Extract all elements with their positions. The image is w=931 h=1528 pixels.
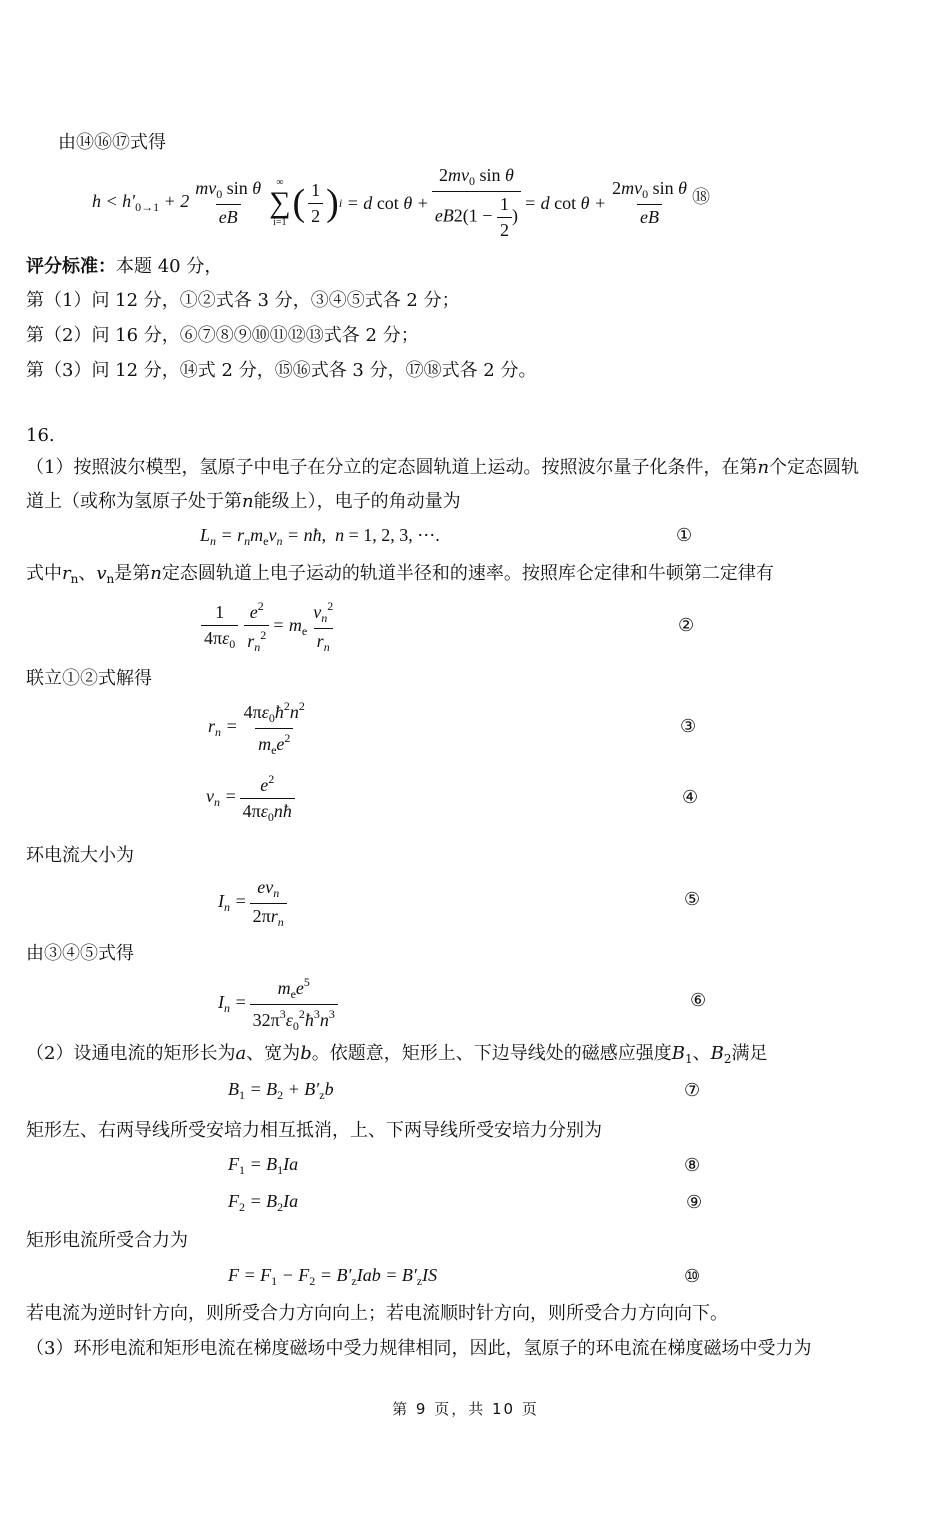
derive-line-14-16-17: 由⑭⑯⑰式得 [58, 132, 166, 153]
page-footer: 第 9 页，共 10 页 [392, 1400, 539, 1418]
equation-number-4: ④ [682, 787, 699, 808]
equation-6: $I_n$ = $\frac{m_ee^5}{32\pi^3\varepsilon_0^2ħ^3n^3}$ [218, 976, 341, 1032]
paragraph-gradient-field: （3）环形电流和矩形电流在梯度磁场中受力规律相同，因此，氢原子的环电流在梯度磁场中受力为 [26, 1338, 812, 1359]
paragraph-combine-1-2: 联立①②式解得 [26, 668, 152, 689]
equation-number-3: ③ [680, 716, 697, 737]
equation-10: $F = F_1 - F_2 = B'_zIab = B'_zIS$ [228, 1265, 438, 1288]
equation-number-7: ⑦ [684, 1080, 701, 1101]
equation-3: $r_n$ = $\frac{4\pi\varepsilon_0ħ^2n^2}{m_ee^2}$ [208, 698, 305, 757]
equation-number-2: ② [678, 615, 695, 636]
equation-2: $\frac{1}{4\pi\varepsilon_0}$ $\frac{e^2}{r_n^2}$ = $m_e$ $\frac{v_n^2}{r_n}$ [198, 598, 339, 656]
equation-number-10: ⑩ [684, 1266, 701, 1287]
equation-1: $L_n = r_nm_ev_n$ = nħ, n = 1, 2, 3, ⋯. [200, 525, 440, 548]
paragraph-rectangle-current: （2）设通电流的矩形长为a、宽为b。依题意，矩形上、下边导线处的磁感应强度$B_1$、$B_2$满足 [26, 1043, 768, 1066]
equation-number-1: ① [676, 525, 693, 546]
equation-5: $I_n$ = $\frac{ev_n}{2\pi r_n}$ [218, 876, 290, 930]
equation-number-5: ⑤ [684, 889, 701, 910]
scoring-part-3: 第（3）问 12 分，⑭式 2 分，⑮⑯式各 3 分，⑰⑱式各 2 分。 [26, 360, 537, 381]
paragraph-ring-current: 环电流大小为 [26, 845, 134, 866]
paragraph-bohr-model: （1）按照波尔模型，氢原子中电子在分立的定态圆轨道上运动。按照波尔量子化条件，在第n个定态圆轨 [26, 457, 860, 478]
scoring-part-2: 第（2）问 16 分，⑥⑦⑧⑨⑩⑪⑫⑬式各 2 分； [26, 325, 419, 346]
equation-number-18: ⑱ [692, 187, 710, 208]
paragraph-angular-momentum: 道上（或称为氢原子处于第n能级上），电子的角动量为 [26, 491, 461, 512]
equation-9: $F_2 = B_2Ia$ [228, 1191, 299, 1214]
paragraph-force-direction: 若电流为逆时针方向，则所受合力方向向上；若电流顺时针方向，则所受合力方向向下。 [26, 1303, 728, 1324]
paragraph-coulomb: 式中$r_n$、$v_n$是第n定态圆轨道上电子运动的轨道半径和的速率。按照库仑定律和牛顿第二定律有 [26, 563, 774, 586]
paragraph-net-force: 矩形电流所受合力为 [26, 1230, 188, 1251]
equation-number-9: ⑨ [686, 1192, 703, 1213]
question-16-number: 16. [26, 425, 55, 446]
scoring-total: 本题 40 分， [116, 256, 223, 277]
equation-number-6: ⑥ [690, 990, 707, 1011]
equation-8: $F_1 = B_1Ia$ [228, 1154, 299, 1177]
paragraph-derive-3-4-5: 由③④⑤式得 [26, 943, 134, 964]
scoring-label: 评分标准： [26, 256, 116, 277]
paragraph-ampere-force: 矩形左、右两导线所受安培力相互抵消，上、下两导线所受安培力分别为 [26, 1120, 602, 1141]
equation-4: $v_n$ = $\frac{e^2}{4\pi\varepsilon_0nħ}$ [206, 770, 298, 826]
equation-number-8: ⑧ [684, 1155, 701, 1176]
equation-7: $B_1 = B_2 + B'_zb$ [228, 1079, 334, 1102]
scoring-heading [26, 256, 222, 278]
scoring-part-1: 第（1）问 12 分，①②式各 3 分，③④⑤式各 2 分； [26, 290, 460, 311]
equation-18: $h < h'_{0\to 1} + 2$ $\frac{mv_0 \sin \theta}{eB}$ ∞ ∑ i=1 ( $\frac{1}{2}$ ) i = d cot θ + $2mv_0$ sin θ eB2(1 − $\frac{1}{2}$ ) = d cot θ + $\frac{2mv_0 \sin \theta}{eB}$ [92, 165, 687, 240]
